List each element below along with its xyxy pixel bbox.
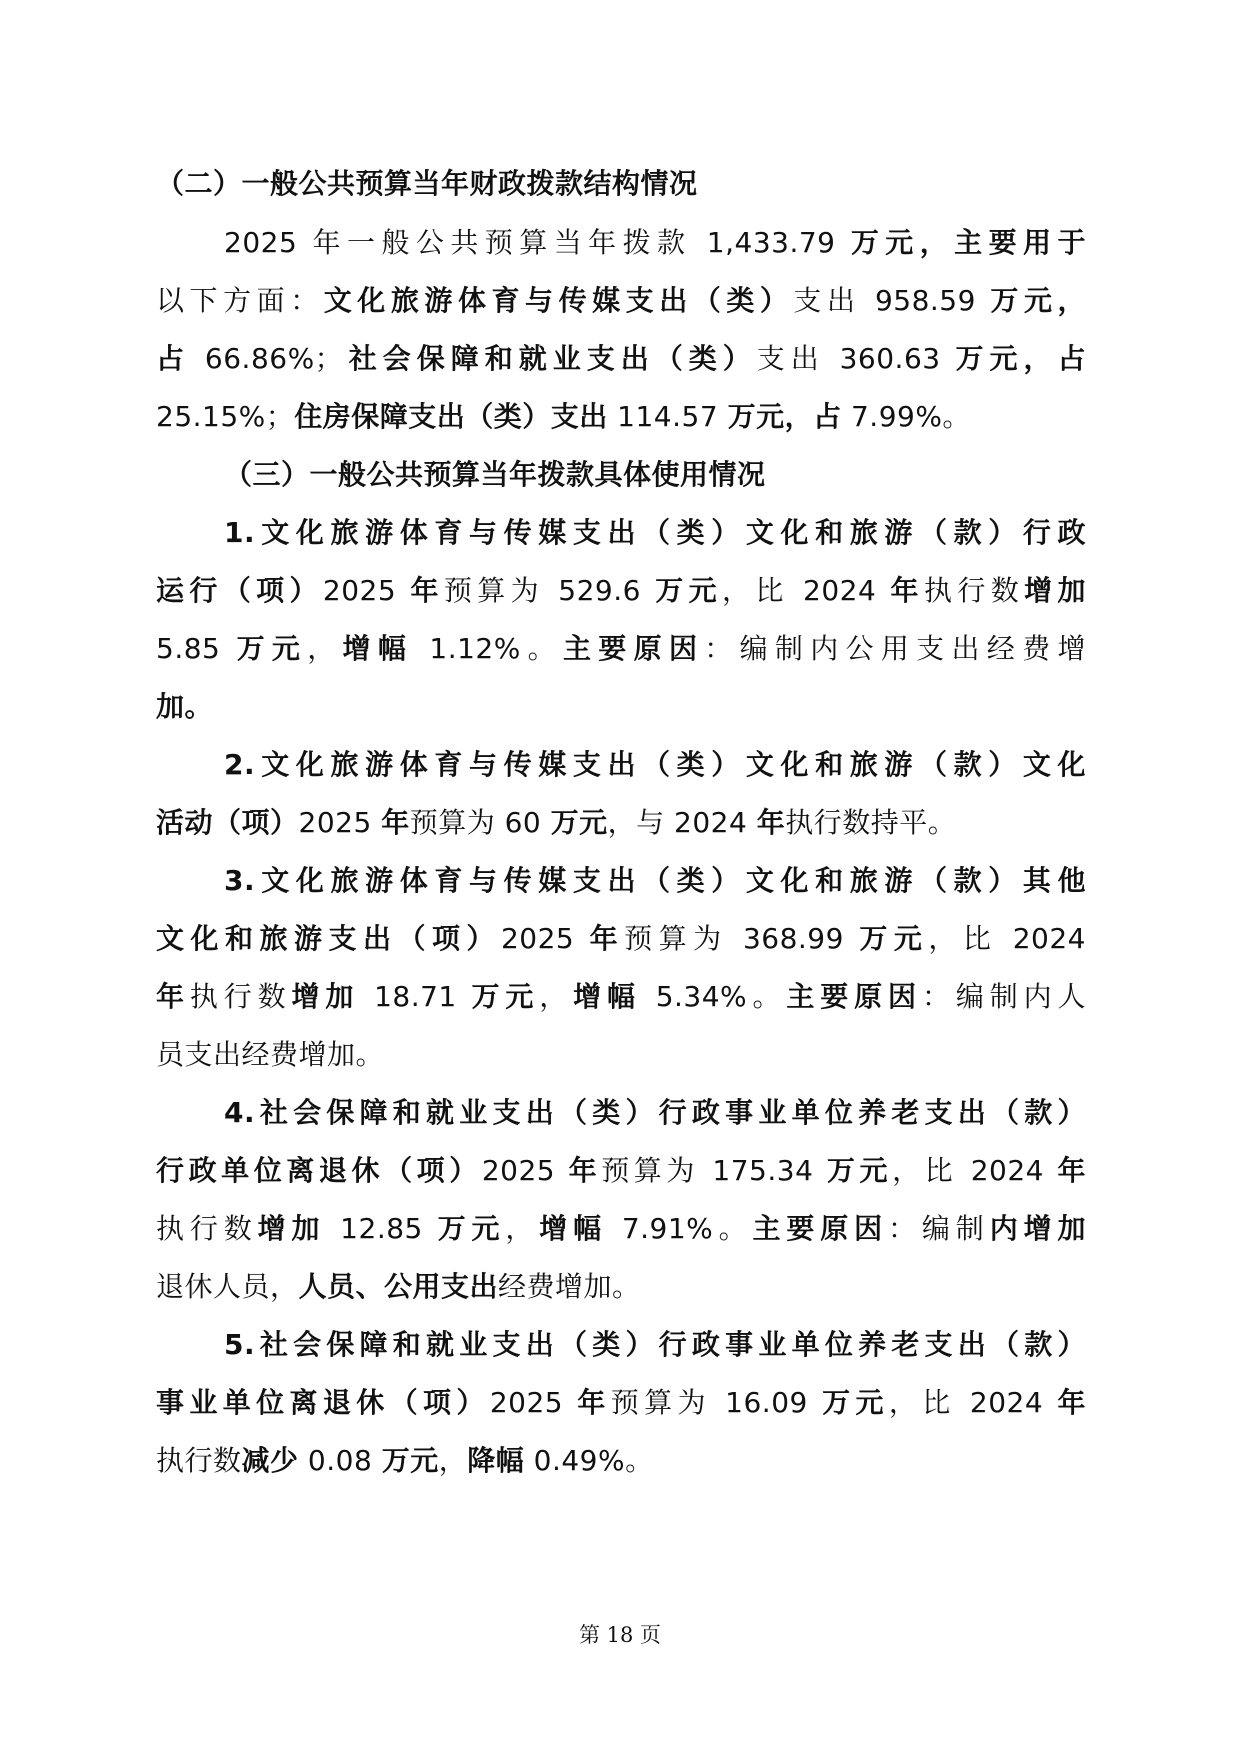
- text-run: 万元: [437, 1212, 506, 1245]
- text-run: 支出 958.59: [793, 284, 991, 317]
- text-run: 年: [381, 806, 410, 839]
- text-run: 年: [890, 574, 924, 607]
- paragraph-line: [156, 1385, 1086, 1421]
- section-heading-2: （二）一般公共预算当年财政拨款结构情况: [156, 167, 698, 200]
- text-run: ，比 2024: [888, 1386, 1058, 1419]
- text-run: 预算为 529.6: [443, 574, 656, 607]
- text-run: 执行数: [923, 574, 1025, 607]
- text-run: 行政单位离退休（项）: [156, 1154, 482, 1187]
- section-heading-3: （三）一般公共预算当年拨款具体使用情况: [224, 458, 766, 491]
- text-run: 万元，: [990, 284, 1086, 317]
- text-run: 退休人: [156, 1270, 242, 1303]
- text-run: 占: [156, 342, 191, 375]
- text-run: 万元: [471, 980, 540, 1013]
- text-run: 1.12%。: [413, 632, 563, 665]
- text-run: 2025: [481, 1154, 569, 1187]
- paragraph-line: [156, 979, 1086, 1015]
- text-run: 18.71: [359, 980, 472, 1013]
- text-run: 万元: [236, 632, 308, 665]
- paragraph-line: [156, 805, 1086, 841]
- paragraph-line: [156, 283, 1086, 319]
- text-run: 万元，主要用于: [850, 226, 1086, 259]
- text-run: 增加: [257, 1212, 326, 1245]
- text-run: ，比 2024: [721, 574, 891, 607]
- page-number: 第 18 页: [578, 1623, 662, 1647]
- text-run: 主要原因: [562, 632, 705, 665]
- text-run: ，: [307, 632, 343, 665]
- text-run: 万元，占: [955, 342, 1086, 375]
- text-run: 主要原因: [786, 980, 922, 1013]
- text-run: 执行数: [156, 1444, 242, 1477]
- text-run: 万元: [550, 806, 608, 839]
- text-run: ：编制内人: [921, 980, 1086, 1013]
- item-1-line-4: 加。: [156, 690, 214, 723]
- text-run: 预算为 368.99: [624, 922, 860, 955]
- text-run: 年: [577, 1386, 611, 1419]
- text-run: 增加: [291, 980, 360, 1013]
- text-run: 以下方面：: [156, 284, 324, 317]
- text-run: 社会保障和就业支出（类）: [343, 342, 757, 375]
- text-run: 住房保障支出（类）支出: [294, 400, 608, 433]
- text-run: 万元: [826, 1154, 893, 1187]
- text-run: 66.86%；: [190, 342, 344, 375]
- paragraph-line: [156, 921, 1086, 957]
- item-4-line-1: 4.社会保障和就业支出（类）行政事业单位养老支出（款）: [224, 1096, 1086, 1129]
- text-run: 2025: [500, 922, 590, 955]
- text-run: 25.15%；: [156, 400, 295, 433]
- text-run: 主要原因: [752, 1212, 889, 1245]
- text-run: 年: [568, 1154, 602, 1187]
- text-run: 年: [756, 806, 786, 839]
- paragraph-line: [156, 341, 1086, 377]
- text-run: 2025: [489, 1386, 578, 1419]
- text-run: 执行数: [156, 1212, 258, 1245]
- text-run: 增幅: [573, 980, 641, 1013]
- item-3-line-4: 员支出经费增加。: [156, 1038, 385, 1071]
- text-run: 5.34%。: [640, 980, 787, 1013]
- text-run: 减少: [241, 1444, 299, 1477]
- text-run: ，: [539, 980, 574, 1013]
- text-run: 年: [156, 980, 190, 1013]
- text-run: 人员、公用支出: [298, 1270, 499, 1303]
- text-run: 12.85: [325, 1212, 438, 1245]
- text-run: 万元: [655, 574, 722, 607]
- text-run: 万元: [859, 922, 929, 955]
- text-run: 0.08: [298, 1444, 382, 1477]
- paragraph-line: [156, 573, 1086, 609]
- item-3-line-1: 3.文化旅游体育与传媒支出（类）文化和旅游（款）其他: [224, 864, 1086, 897]
- text-run: 运行（项）: [156, 574, 323, 607]
- item-5-line-1: 5.社会保障和就业支出（类）行政事业单位养老支出（款）: [224, 1328, 1086, 1361]
- text-run: 执行数: [189, 980, 292, 1013]
- text-run: 2025: [322, 574, 411, 607]
- text-run: 114.57: [607, 400, 728, 433]
- text-run: 5.85: [156, 632, 237, 665]
- item-2-line-1: 2.文化旅游体育与传媒支出（类）文化和旅游（款）文化: [224, 748, 1086, 781]
- text-run: 执行数持平。: [785, 806, 957, 839]
- paragraph-line: [156, 1211, 1086, 1247]
- text-run: 事业单位离退休（项）: [156, 1386, 490, 1419]
- text-run: 7.99%。: [841, 400, 971, 433]
- text-run: 年: [589, 922, 625, 955]
- text-run: 7.91%。: [607, 1212, 753, 1245]
- text-run: 年: [1057, 1154, 1086, 1187]
- text-run: 文化和旅游支出（项）: [156, 922, 501, 955]
- text-run: 万元，占: [727, 400, 842, 433]
- text-run: 预算为 175.34: [601, 1154, 827, 1187]
- text-run: 降幅: [467, 1444, 525, 1477]
- text-run: 万元: [381, 1444, 439, 1477]
- text-run: 经费增加。: [498, 1270, 641, 1303]
- text-run: ，: [438, 1444, 468, 1477]
- text-run: 年: [1057, 1386, 1086, 1419]
- item-1-line-1: 1.文化旅游体育与传媒支出（类）文化和旅游（款）行政: [224, 516, 1086, 549]
- text-run: 员，: [241, 1270, 299, 1303]
- text-run: ，比 2024: [892, 1154, 1058, 1187]
- text-run: 增幅: [539, 1212, 608, 1245]
- text-run: 万元: [822, 1386, 889, 1419]
- text-run: 内增加: [989, 1212, 1086, 1245]
- text-run: ，比 2024: [928, 922, 1086, 955]
- paragraph-line: [156, 1443, 1086, 1479]
- text-run: ：编制内公用支出经费增: [704, 632, 1086, 665]
- text-run: 2025 年一般公共预算当年拨款 1,433.79: [224, 226, 851, 259]
- paragraph-line: [156, 399, 1086, 435]
- text-run: 文化旅游体育与传媒支出（类）: [323, 284, 794, 317]
- text-run: 增幅: [342, 632, 414, 665]
- text-run: 活动（项）: [156, 806, 299, 839]
- text-run: 预算为 60: [409, 806, 551, 839]
- paragraph-line: [224, 225, 1086, 261]
- text-run: 预算为 16.09: [610, 1386, 823, 1419]
- text-run: ，: [505, 1212, 540, 1245]
- paragraph-line: [156, 1269, 1086, 1305]
- paragraph-line: [156, 631, 1086, 667]
- text-run: ：编制: [888, 1212, 990, 1245]
- text-run: 年: [410, 574, 444, 607]
- paragraph-line: [156, 1153, 1086, 1189]
- text-run: 增加: [1024, 574, 1086, 607]
- text-run: ，与 2024: [607, 806, 757, 839]
- text-run: 0.49%。: [524, 1444, 654, 1477]
- text-run: 支出 360.63: [756, 342, 956, 375]
- text-run: 2025: [298, 806, 382, 839]
